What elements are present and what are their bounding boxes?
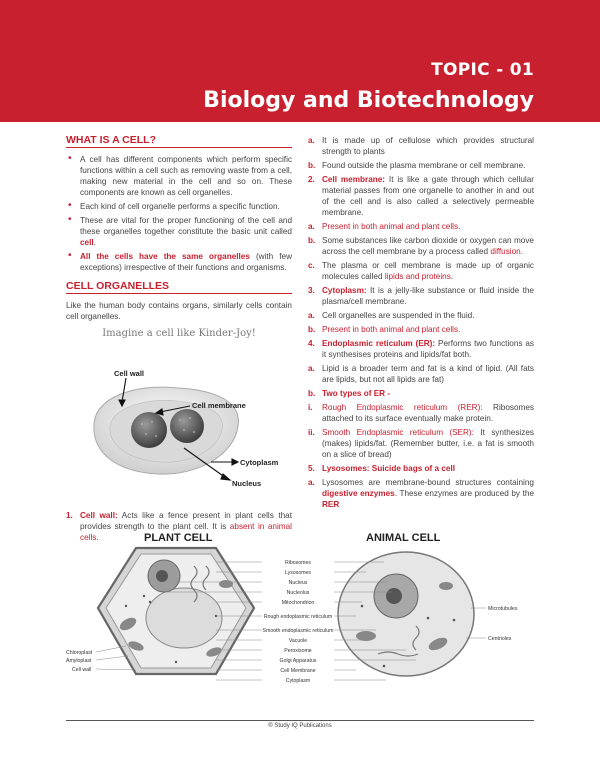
list-item [308,260,534,282]
list-marker: a. [308,364,315,373]
text-span: Cell organelles are suspended in the fluid. [322,311,475,320]
list-item-cell-membrane [308,174,534,218]
right-column [308,135,534,513]
list-marker: a. [308,311,315,320]
topic-label: TOPIC - 01 [431,60,534,80]
footer-divider [66,720,534,721]
cell-diagrams [66,526,534,696]
list-item [308,477,534,510]
list-marker: b. [308,236,316,245]
diagram-label: Nucleus [288,580,308,586]
item-heading: Smooth Endoplasmic reticulum (SER): [322,428,474,437]
list-item [308,324,534,335]
list-marker: b. [308,161,316,170]
list-marker: 1. [66,511,73,520]
diagram-label: Cell Membrane [280,668,316,674]
list-item [308,160,534,171]
diagram-label: Vacuole [288,638,308,644]
diagram-label: Microtubules [488,606,518,612]
diagram-label: Cell wall [72,667,92,673]
text-span: Performs two functions as it synthesises proteins and lipids/fat both. [322,339,534,359]
diagram-label: Chloroplast [66,650,93,656]
text-span: . [450,272,454,281]
diagram-label: Cytoplasm [285,678,311,684]
diagram-label: Nucleolus [286,590,310,596]
diagram-label: Smooth endoplasmic reticulum [262,628,334,634]
list-marker: b. [308,389,316,398]
diagram-label: Centrioles [488,636,512,642]
text-span: Found outside the plasma membrane or cell membrane. [322,161,526,170]
header-banner [0,0,600,122]
list-marker: i. [308,403,313,412]
list-marker: ii. [308,428,315,437]
heading-cell-organelles: CELL ORGANELLES [66,281,292,294]
text-span: It is made up of cellulose which provides structural strength to plants [322,136,534,156]
item-heading: Lysosomes: Suicide bags of a cell [322,464,456,473]
image-caption: Imagine a cell like Kinder-Joy! [102,328,256,339]
heading-what-is-a-cell: WHAT IS A CELL? [66,135,292,148]
list-item-ser [308,427,534,460]
highlight-text: cell [80,238,94,247]
item-heading: Cell wall: [80,511,118,520]
text-span: . [520,247,524,256]
list-item [308,310,534,321]
diagram-label: Peroxisome [284,648,312,654]
text-span: Some substances like carbon dioxide or oxygen can move across the cell membrane by a process called [322,236,534,256]
bullet-item [66,251,292,273]
list-item [308,363,534,385]
text-span: Acts like a fence present in plant cells that provides strength to the plant cell. It is [80,511,292,531]
highlight-text: RER [322,500,340,509]
item-heading: Cytoplasm: [322,286,367,295]
diagram-label: Ribosomes [285,560,311,566]
list-item [308,221,534,232]
list-marker: a. [308,222,315,231]
text-span: The plasma or cell membrane is made up of organic molecules called [322,261,534,281]
highlight-text: diffusion [490,247,521,256]
list-marker: a. [308,478,315,487]
animal-cell-drawing [338,552,474,676]
kinder-joy-drawing [66,326,292,504]
list-item-cytoplasm [308,285,534,307]
list-marker: 5. [308,464,315,473]
bullet-item: • Each kind of cell organelle performs a specific function. [66,201,292,212]
label-cell-wall: Cell wall [114,369,145,378]
highlight-text: Present in both animal and plant cells. [322,222,461,231]
list-marker: b. [308,325,316,334]
highlight-text: digestive enzymes [322,489,395,498]
item-heading: Endoplasmic reticulum (ER): [322,339,436,348]
text-span: . [93,238,96,247]
list-item-er [308,338,534,360]
list-item-lysosomes [308,463,534,474]
nucleus-ball-2 [170,409,204,443]
text-span: It synthesizes (makes) lipids/fat. (Remember butter, i.e. a fat is smooth on a slice of bread) [322,428,534,459]
diagram-label: Golgi Apparatus [279,658,317,664]
diagram-label: Lysosomes [284,570,312,576]
highlight-text: All the cells have the same organelles [80,252,250,261]
label-cell-membrane: Cell membrane [192,401,246,410]
highlight-text: lipids and proteins [384,272,451,281]
nucleus-ball-1 [131,412,167,448]
list-marker: 2. [308,175,315,184]
list-item [308,135,534,157]
text-span: It is a jelly-like substance or fluid inside the plasma/cell membrane. [322,286,534,306]
cell-diagram-svg [66,526,534,696]
item-heading: Cell membrane: [322,175,386,184]
diagram-label: Mitochondrion [281,600,315,606]
item-heading: Rough Endoplasmic reticulum (RER): [322,403,483,412]
text-span: Lysosomes are membrane-bound structures containing [322,478,534,487]
text-span: These are vital for the proper functioning of the cell and these organelles together constitute the basic unit called [80,216,292,236]
kinder-joy-illustration [66,326,292,504]
label-nucleus: Nucleus [232,479,262,488]
intro-paragraph: Like the human body contains organs, similarly cells contain cell organelles. [66,301,292,321]
list-item [308,388,534,399]
text-span: Lipid is a broader term and fat is a kind of lipid. (All fats are lipids, but not all lipids are fat) [322,364,534,384]
text-span: Ribosomes attached to its surface eventually make protein. [322,403,534,423]
plant-cell-title: PLANT CELL [144,532,213,544]
list-marker: a. [308,136,315,145]
bullet-item: • A cell has different components which perform specific functions within a cell such as removing waste from a cell, making new material in the cell and so on. These components are known as cell organelles. [66,154,292,198]
text-span: . [96,533,99,542]
bullet-item [66,215,292,248]
list-item-rer [308,402,534,424]
diagram-label: Rough endoplasmic reticulum [263,614,333,620]
animal-cell-title: ANIMAL CELL [366,532,441,544]
diagram-label: Amyloplast [66,658,92,664]
highlight-text: absent in animal cells [80,522,292,542]
text-span: It is like a gate through which cellular material passes from one organelle to another in and out of the cell and is also called a selectively permeable membrane. [322,175,534,217]
footer-copyright: ® Study IQ Publications [268,723,332,729]
plant-cell-drawing [98,548,254,674]
list-marker: 4. [308,339,315,348]
text-span: . These enzymes are produced by the [394,489,535,498]
page-title: Biology and Biotechnology [203,88,534,113]
left-column [66,135,292,546]
list-marker: 3. [308,286,315,295]
highlight-text: Present in both animal and plant cells. [322,325,461,334]
text-span: (with few exceptions) irrespective of their functions and organisms. [80,252,292,272]
label-cytoplasm: Cytoplasm [240,458,279,467]
highlight-text: Two types of ER - [322,389,391,398]
list-marker: c. [308,261,315,270]
list-item [308,235,534,257]
